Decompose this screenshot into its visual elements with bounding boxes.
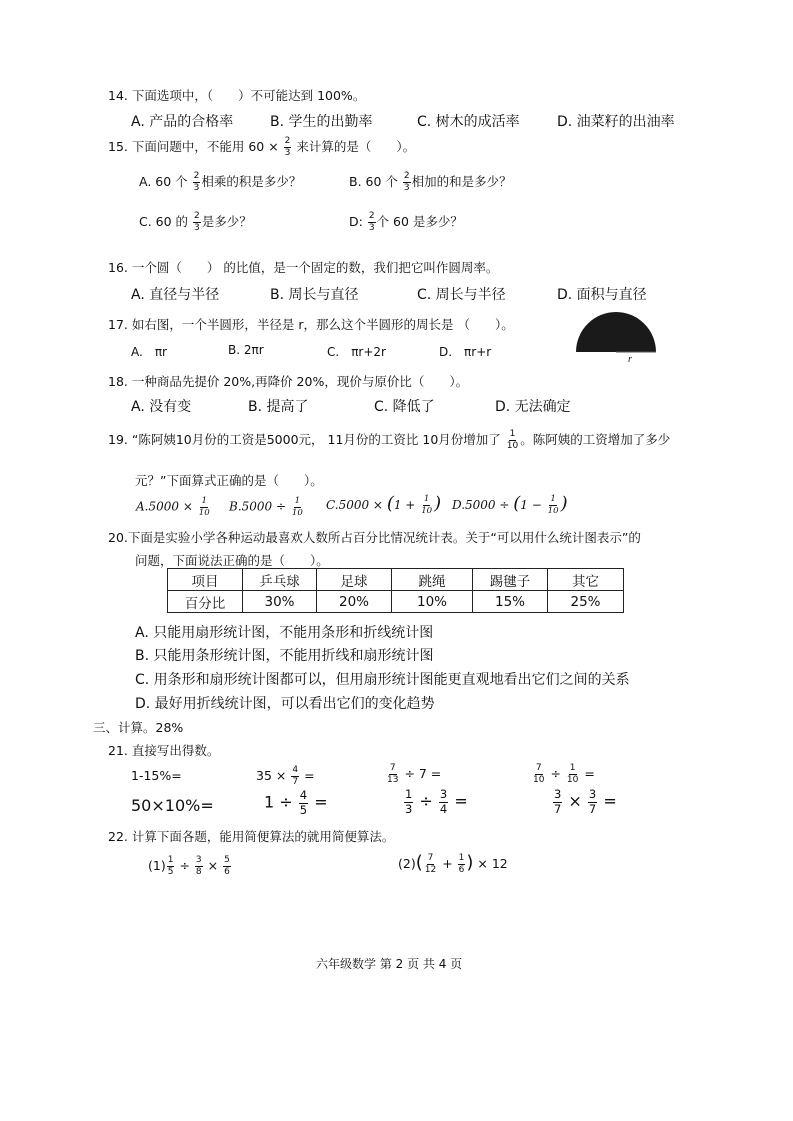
table-cell: 足球	[317, 569, 392, 591]
q14-option-b: B. 学生的出勤率	[270, 114, 373, 130]
q16-option-d: D. 面积与直径	[557, 287, 647, 303]
table-cell: 10%	[392, 591, 473, 613]
q18-option-b: B. 提高了	[248, 399, 309, 415]
q16-stem: 16. 一个圆（ ） 的比值，是一个固定的数，我们把它叫作圆周率。	[108, 260, 499, 275]
q17-stem: 17. 如右图，一个半圆形，半径是 r，那么这个半圆形的周长是 （ ）。	[108, 317, 514, 332]
q15-option-b: B. 60 个 $\frac{2}{3}$ 相加的和是多少？	[349, 171, 512, 193]
q19-option-d: D.5000 ÷ (1 − $\frac{1}{10}$ )	[452, 493, 568, 516]
q21-expr-2: 35 × $\frac{4}{7}$ =	[256, 765, 315, 787]
table-cell: 其它	[548, 569, 624, 591]
q21-expr-5: 50×10%=	[131, 796, 214, 815]
table-cell: 项目	[168, 569, 243, 591]
q19-line2: 元？”下面算式正确的是（ ）。	[135, 473, 323, 488]
q15-stem: 15. 下面问题中，不能用 60 × $\frac{2}{3}$ 来计算的是（ ）。	[108, 136, 416, 158]
q20-stem: 20.下面是实验小学各种运动最喜欢人数所占百分比情况统计表。关于“可以用什么统计图表示”的	[108, 530, 641, 545]
q21-stem: 21. 直接写出得数。	[108, 743, 220, 758]
q20-option-a: A. 只能用扇形统计图，不能用条形和折线统计图	[135, 625, 434, 641]
q21-expr-8: $\frac{3}{7}$ × $\frac{3}{7}$ =	[554, 787, 617, 816]
q15-option-c: C. 60 的 $\frac{2}{3}$ 是多少？	[139, 211, 252, 233]
table-cell: 踢毽子	[473, 569, 548, 591]
semicircle-figure	[570, 306, 660, 362]
table-cell: 30%	[243, 591, 317, 613]
q17-option-c: C. πr+2r	[327, 345, 386, 359]
table-cell: 百分比	[168, 591, 243, 613]
q18-stem: 18. 一种商品先提价 20%,再降价 20%，现价与原价比（ ）。	[108, 374, 469, 389]
q17-option-d: D. πr+r	[439, 345, 492, 359]
radius-label: r	[628, 354, 632, 362]
q14-option-d: D. 油菜籽的出油率	[557, 114, 675, 130]
q16-option-a: A. 直径与半径	[131, 287, 220, 303]
q19-option-b: B.5000 ÷ $\frac{1}{10}$	[229, 496, 303, 518]
q18-option-d: D. 无法确定	[495, 399, 571, 415]
q21-expr-3: $\frac{7}{13}$ ÷ 7 =	[387, 763, 442, 785]
q15-option-a: A. 60 个 $\frac{2}{3}$ 相乘的积是多少？	[139, 171, 302, 193]
q21-expr-7: $\frac{1}{3}$ ÷ $\frac{3}{4}$ =	[405, 787, 468, 816]
q22-problem-2: (2)( $\frac{7}{12}$ + $\frac{1}{6}$ ) × 12	[398, 852, 508, 875]
q14-option-c: C. 树木的成活率	[417, 114, 520, 130]
q18-option-c: C. 降低了	[374, 399, 435, 415]
table-cell: 20%	[317, 591, 392, 613]
q19-option-a: A.5000 × $\frac{1}{10}$	[136, 496, 210, 518]
q19-option-c: C.5000 × (1 + $\frac{1}{10}$ )	[326, 493, 442, 516]
q16-option-b: B. 周长与直径	[270, 287, 359, 303]
q17-option-a: A. πr	[131, 345, 167, 359]
table-row	[168, 591, 624, 613]
q20-line2: 问题，下面说法正确的是（ ）。	[135, 553, 329, 568]
q20-option-d: D. 最好用折线统计图，可以看出它们的变化趋势	[135, 696, 435, 712]
stat-table	[167, 568, 624, 613]
q17-option-b: B. 2πr	[228, 343, 264, 357]
q18-option-a: A. 没有变	[131, 399, 192, 415]
table-cell: 乒乓球	[243, 569, 317, 591]
table-cell: 25%	[548, 591, 624, 613]
q14-option-a: A. 产品的合格率	[131, 114, 234, 130]
fraction: $\frac{2}{3}$	[284, 136, 291, 158]
page-footer: 六年级数学 第 2 页 共 4 页	[316, 957, 463, 971]
q19-stem: 19. “陈阿姨10月份的工资是5000元， 11月份的工资比 10月份增加了 $\frac{1}{10}$ 。陈阿姨的工资增加了多少	[108, 429, 671, 451]
table-cell: 15%	[473, 591, 548, 613]
q16-option-c: C. 周长与半径	[417, 287, 506, 303]
q20-option-b: B. 只能用条形统计图，不能用折线和扇形统计图	[135, 648, 434, 664]
q22-stem: 22. 计算下面各题，能用简便算法的就用简便算法。	[108, 829, 395, 844]
q21-expr-1: 1-15%=	[131, 768, 182, 783]
q15-option-d: D: $\frac{2}{3}$ 个 60 是多少？	[349, 211, 463, 233]
section-title: 三、计算。28%	[93, 720, 184, 735]
q22-problem-1: (1) $\frac{1}{5}$ ÷ $\frac{3}{8}$ × $\frac{5}{6}$	[148, 855, 230, 877]
q20-option-c: C. 用条形和扇形统计图都可以，但用扇形统计图能更直观地看出它们之间的关系	[135, 672, 630, 688]
semicircle-shape	[576, 312, 656, 352]
q21-expr-6: 1 ÷ $\frac{4}{5}$ =	[264, 788, 328, 817]
q21-expr-4: $\frac{7}{10}$ ÷ $\frac{1}{10}$ =	[533, 763, 595, 785]
q14-stem: 14. 下面选项中，（ ）不可能达到 100%。	[108, 88, 366, 103]
table-cell: 跳绳	[392, 569, 473, 591]
table-row	[168, 569, 624, 591]
